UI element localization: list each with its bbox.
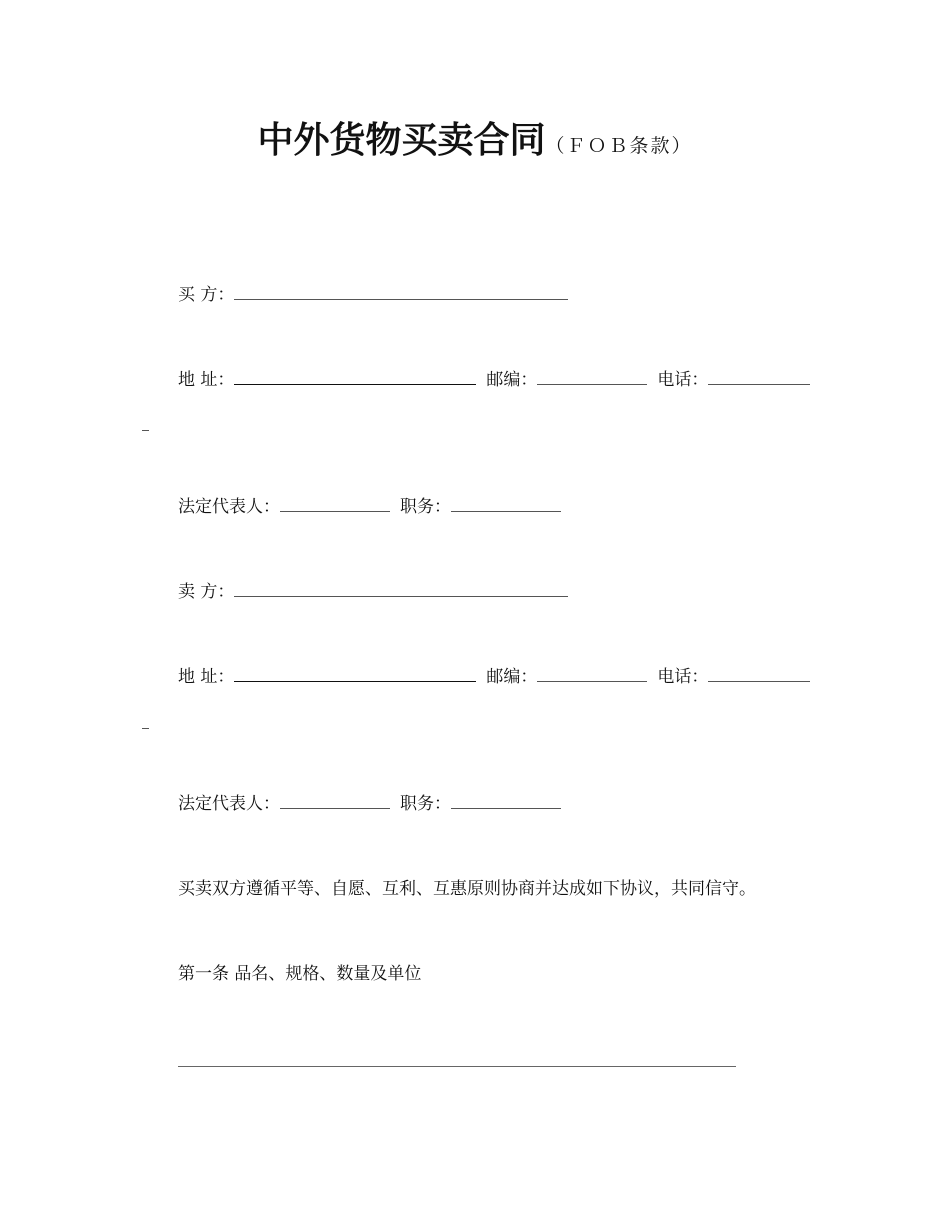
- seller-name-row: [178, 580, 568, 604]
- preamble-text: 买卖双方遵循平等、自愿、互利、互惠原则协商并达成如下协议，共同信守。: [178, 879, 756, 899]
- buyer-name-row: [178, 283, 568, 307]
- seller-rep-label: 法定代表人：: [178, 794, 280, 814]
- document-title: [0, 112, 950, 163]
- buyer-phone-field-overflow: [142, 430, 149, 431]
- seller-phone-label: 电话：: [657, 667, 709, 687]
- buyer-postcode-field[interactable]: [537, 369, 647, 385]
- buyer-position-field[interactable]: [451, 496, 561, 512]
- buyer-postcode-label: 邮编：: [486, 370, 538, 390]
- title-main: 中外货物买卖合同: [257, 120, 546, 161]
- seller-rep-row: [178, 792, 561, 816]
- seller-position-label: 职务：: [400, 794, 451, 814]
- seller-postcode-label: 邮编：: [486, 667, 538, 687]
- buyer-address-row: [178, 368, 810, 392]
- seller-rep-field[interactable]: [280, 793, 390, 809]
- article-1-blank-field[interactable]: [178, 1066, 736, 1067]
- buyer-phone-label: 电话：: [657, 370, 709, 390]
- buyer-address-field[interactable]: [234, 369, 476, 385]
- buyer-name-field[interactable]: [234, 284, 568, 300]
- buyer-rep-label: 法定代表人：: [178, 497, 280, 517]
- buyer-rep-row: [178, 495, 561, 519]
- buyer-address-label: 地 址：: [178, 370, 235, 390]
- seller-phone-field[interactable]: [708, 666, 810, 682]
- seller-name-label: 卖 方：: [178, 582, 235, 602]
- title-subtitle: （ＦＯＢ条款）: [545, 135, 693, 157]
- buyer-phone-field[interactable]: [708, 369, 810, 385]
- article-1-heading: 第一条 品名、规格、数量及单位: [178, 964, 422, 984]
- seller-postcode-field[interactable]: [537, 666, 647, 682]
- seller-address-row: [178, 665, 810, 689]
- buyer-rep-field[interactable]: [280, 496, 390, 512]
- buyer-position-label: 职务：: [400, 497, 451, 517]
- buyer-name-label: 买 方：: [178, 285, 235, 305]
- seller-phone-field-overflow: [142, 728, 149, 729]
- seller-address-label: 地 址：: [178, 667, 235, 687]
- seller-address-field[interactable]: [234, 666, 476, 682]
- seller-name-field[interactable]: [234, 581, 568, 597]
- seller-position-field[interactable]: [451, 793, 561, 809]
